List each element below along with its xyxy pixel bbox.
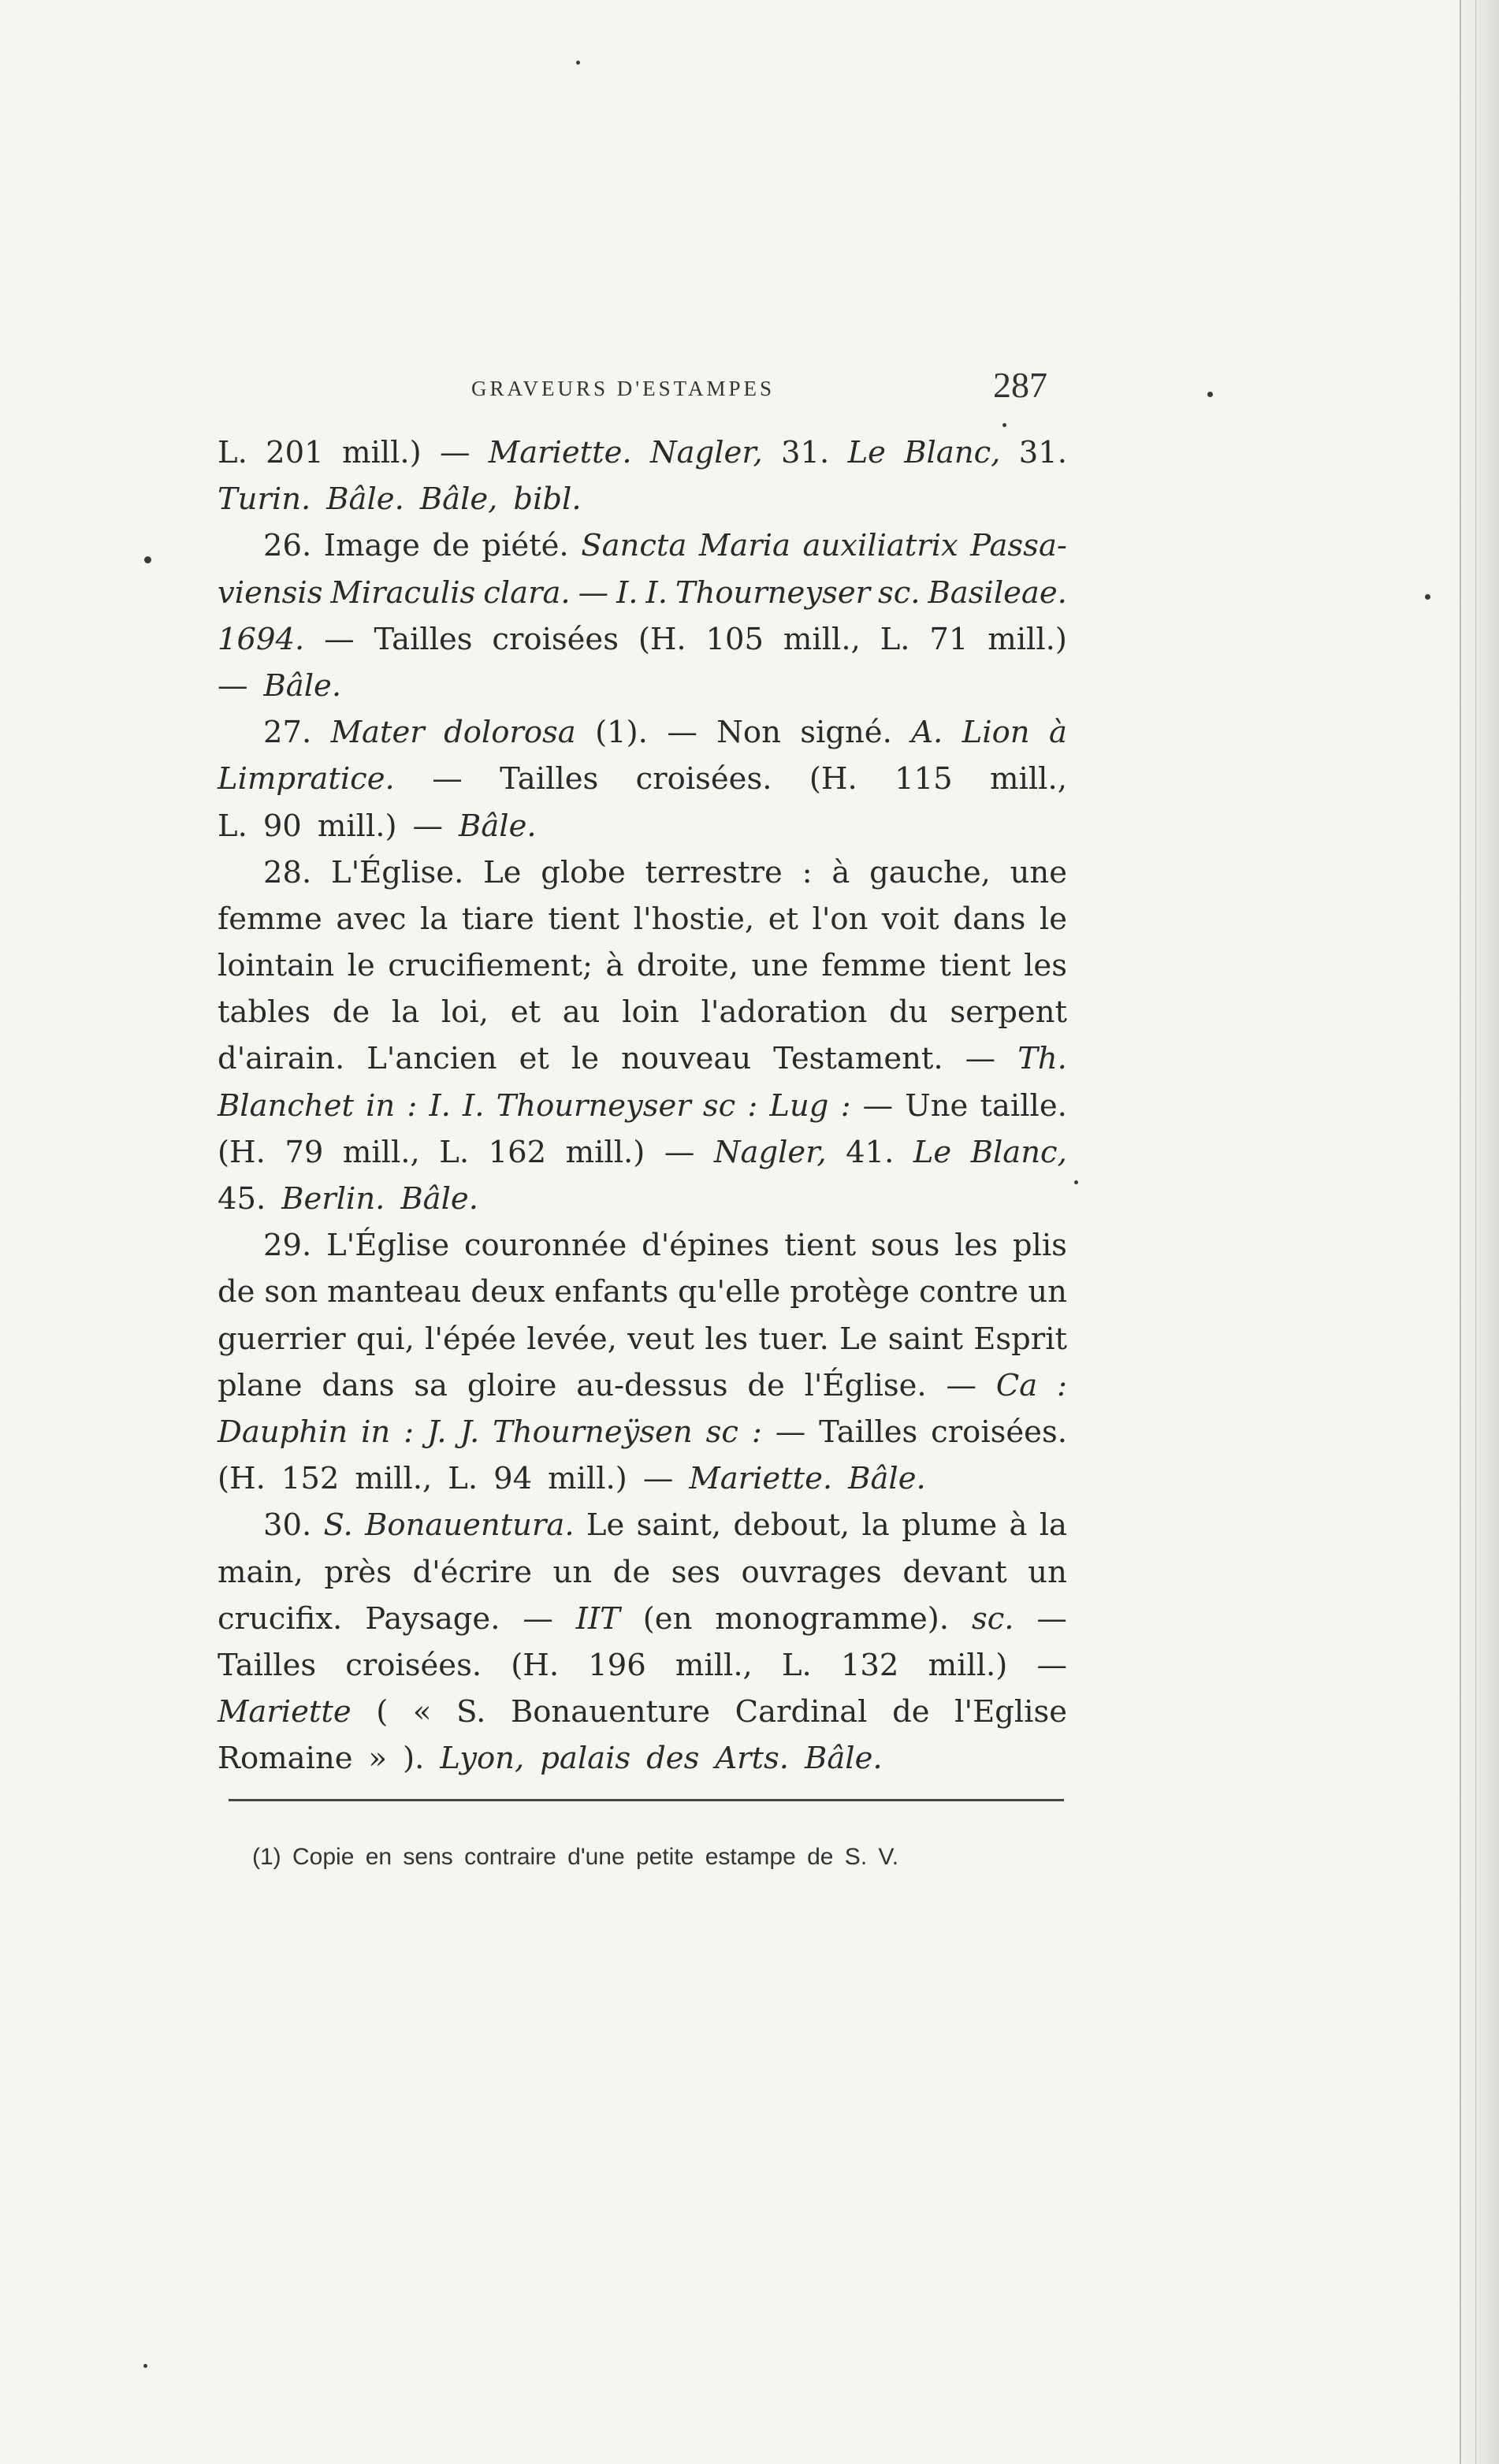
word: Thourneÿsen (493, 1414, 693, 1450)
word: Lion (962, 715, 1030, 751)
word: Blanchet (218, 1087, 354, 1124)
word: 31. (781, 435, 830, 470)
word: tient (548, 901, 620, 937)
word: Turin. (218, 481, 311, 518)
body-text (218, 435, 1067, 1787)
word: L'Église. (331, 854, 464, 890)
word: l'hostie, (633, 901, 755, 937)
word: mill.) (317, 808, 397, 844)
word: 41. (846, 1134, 895, 1170)
word: : (751, 1414, 762, 1450)
text-line (218, 1555, 1067, 1601)
word: deux (471, 1274, 545, 1310)
word: Miraculis (330, 574, 476, 611)
word: de (432, 528, 470, 564)
word: L. (880, 621, 910, 657)
word: Tailles (500, 761, 599, 797)
word: 45. (218, 1181, 266, 1217)
word: l'on (812, 901, 869, 937)
word: — (862, 1087, 894, 1124)
word: mill., (783, 621, 861, 657)
word: l'adoration (701, 994, 868, 1031)
word: — (412, 808, 444, 844)
word: Romaine (218, 1741, 353, 1777)
word: ). (403, 1741, 425, 1777)
word: mill.) (928, 1647, 1008, 1683)
word: croisées. (635, 761, 772, 797)
word: à (1048, 715, 1067, 751)
word: signé. (800, 715, 892, 751)
word: croisées. (931, 1414, 1067, 1450)
word: sous (870, 1228, 940, 1264)
word: mill., (342, 1134, 420, 1170)
word: Limpratice. (218, 761, 395, 797)
word: voit (881, 901, 939, 937)
word: la (420, 901, 448, 937)
word: Bâle. (326, 481, 404, 518)
word: femme (821, 948, 927, 984)
word: : (404, 1414, 415, 1450)
page-number: 287 (993, 365, 1047, 405)
word: Ca (995, 1367, 1038, 1403)
word: d'écrire (412, 1554, 532, 1590)
word: I. (463, 1087, 485, 1124)
word: croisées (492, 621, 619, 657)
ink-speck (143, 2364, 147, 2368)
word: A. (911, 715, 943, 751)
word: Lyon, (440, 1741, 525, 1777)
word: des (646, 1741, 700, 1777)
word: lointain (218, 948, 335, 984)
word: tuer. (758, 1321, 829, 1357)
word: Le (839, 1321, 878, 1357)
word: 152 (281, 1461, 340, 1497)
word: L'Église (326, 1228, 450, 1264)
word: Mariette. (689, 1461, 833, 1497)
word: auxiliatrix (802, 528, 958, 564)
text-line (218, 1741, 1067, 1787)
word: Le (586, 1507, 625, 1544)
word: veut (627, 1321, 694, 1357)
ink-speck (1207, 392, 1213, 397)
word: au (562, 994, 601, 1031)
word: 162 (488, 1134, 547, 1170)
word: — (664, 1134, 695, 1170)
word: droite, (636, 948, 738, 984)
word: in (361, 1414, 391, 1450)
text-line (218, 575, 1067, 622)
word: Dauphin (218, 1414, 348, 1450)
word: mill., (675, 1647, 753, 1683)
word: tient (939, 948, 1011, 984)
footnote: (1) Copie en sens contraire d'une petite estampe de S. V. (252, 1844, 899, 1870)
word: Bâle. (400, 1181, 478, 1217)
word: du (889, 994, 928, 1031)
word: mill.) (341, 435, 422, 470)
word: avec (336, 901, 407, 937)
word: (1). (595, 715, 648, 751)
word: Nagler, (649, 435, 763, 470)
word: debout, (733, 1507, 850, 1544)
word: 26. (263, 528, 312, 564)
word: dolorosa (444, 715, 576, 751)
word: sa (414, 1367, 448, 1403)
word: ouvrages (741, 1554, 882, 1590)
word: Le (913, 1134, 952, 1170)
word: un (552, 1554, 593, 1590)
word: plane (218, 1367, 303, 1403)
word: 132 (840, 1647, 899, 1683)
word: le (347, 948, 375, 984)
text-line (218, 1228, 1067, 1274)
word: 94 (493, 1461, 533, 1497)
word: Le (847, 435, 886, 470)
word: in (366, 1087, 396, 1124)
word: qu'elle (678, 1274, 781, 1310)
word: main, (218, 1554, 303, 1590)
word: Passa- (970, 528, 1067, 564)
word: d'épines (642, 1228, 770, 1264)
word: Mariette (218, 1694, 352, 1730)
text-line (218, 855, 1067, 901)
word: les (705, 1321, 749, 1357)
word: de (747, 1367, 785, 1403)
word: — (946, 1367, 976, 1403)
word: I. (429, 1087, 451, 1124)
word: L. (781, 1647, 812, 1683)
word: 30. (263, 1507, 312, 1544)
word: nouveau (621, 1041, 752, 1077)
word: crucifix. (218, 1600, 343, 1637)
word: gloire (467, 1367, 557, 1403)
word: Mater (330, 715, 425, 751)
footnote-rule (229, 1799, 1064, 1801)
word: L. (218, 808, 247, 844)
word: près (324, 1554, 392, 1590)
word: ( (376, 1694, 389, 1730)
word: Paysage. (365, 1600, 500, 1637)
word: (H. (638, 621, 686, 657)
word: un (1028, 1274, 1067, 1310)
word: — (1036, 1600, 1067, 1637)
word: » (368, 1741, 388, 1777)
word: 28. (263, 854, 312, 890)
word: qui, (355, 1321, 415, 1357)
word: Bâle. (805, 1741, 883, 1777)
word: l'Église. (804, 1367, 927, 1403)
word: à (831, 854, 850, 890)
word: et (510, 994, 541, 1031)
word: J. (459, 1414, 480, 1450)
word: 90 (262, 808, 302, 844)
word: globe (541, 854, 626, 890)
word: : (407, 1087, 418, 1124)
word: Bonauentura. (365, 1507, 575, 1544)
word: L'ancien (366, 1041, 497, 1077)
word: monogramme). (715, 1600, 950, 1637)
word: sc. (971, 1600, 1014, 1637)
word: sc (705, 1414, 738, 1450)
word: mill.) (988, 621, 1067, 657)
ink-speck (1425, 594, 1430, 600)
scan-edge-line (1475, 0, 1476, 2464)
word: une (1010, 854, 1067, 890)
ink-speck (1074, 1180, 1078, 1184)
word: plume (902, 1507, 998, 1544)
word: le (571, 1041, 600, 1077)
word: Thourneyser (496, 1087, 691, 1124)
text-line (218, 1648, 1067, 1694)
word: couronnée (463, 1228, 627, 1264)
word: et (768, 901, 798, 937)
word: la (1039, 1507, 1067, 1544)
word: viensis (218, 574, 323, 611)
word: et (519, 1041, 549, 1077)
word: 201 (266, 435, 324, 470)
word: 27. (263, 715, 312, 751)
text-line (218, 715, 1067, 761)
ink-speck (144, 556, 151, 563)
word: — (578, 574, 609, 611)
word: sc. (877, 574, 921, 611)
word: S. (323, 1507, 353, 1544)
word: Une (905, 1087, 969, 1124)
word: ses (671, 1554, 720, 1590)
word: un (1028, 1554, 1067, 1590)
word: 71 (929, 621, 969, 657)
word: I. (645, 574, 668, 611)
text-line (218, 1135, 1067, 1181)
word: Testament. (773, 1041, 943, 1077)
word: — (218, 667, 248, 704)
word: : (747, 1087, 758, 1124)
word: les (954, 1228, 999, 1264)
word: Sancta (581, 528, 687, 564)
word: tiare (461, 901, 534, 937)
word: — (775, 1414, 806, 1450)
word: Th. (1017, 1041, 1067, 1077)
word: 31. (1018, 435, 1067, 470)
word: 79 (285, 1134, 324, 1170)
word: Esprit (973, 1321, 1067, 1357)
word: son (264, 1274, 318, 1310)
word: Image (323, 528, 420, 564)
word: crucifiement; (388, 948, 593, 984)
word: — (642, 1461, 674, 1497)
word: — (523, 1600, 553, 1637)
text-line (218, 622, 1067, 668)
word: dans (322, 1367, 395, 1403)
word: Bâle, (419, 481, 498, 518)
word: — (432, 761, 463, 797)
word: 1694. (218, 621, 305, 657)
word: : (840, 1087, 851, 1124)
word: — (324, 621, 355, 657)
word: serpent (950, 994, 1067, 1031)
ink-speck (576, 61, 580, 65)
word: — (667, 715, 697, 751)
word: Arts. (715, 1741, 790, 1777)
word: Tailles (819, 1414, 918, 1450)
word: de (218, 1274, 255, 1310)
word: Lug (769, 1087, 829, 1124)
word: levée, (526, 1321, 617, 1357)
word: au-dessus (576, 1367, 728, 1403)
text-line (218, 761, 1067, 808)
word: de (612, 1554, 651, 1590)
word: de (892, 1694, 930, 1730)
word: terrestre (645, 854, 783, 890)
word: plis (1012, 1228, 1067, 1264)
text-line (218, 808, 1067, 855)
word: : (1057, 1367, 1067, 1403)
word: piété. (482, 528, 569, 564)
word: Blanc, (904, 435, 1001, 470)
word: Bâle. (848, 1461, 926, 1497)
text-line (218, 481, 1067, 528)
text-line (218, 1414, 1067, 1461)
word: sc (702, 1087, 736, 1124)
word: (H. (511, 1647, 560, 1683)
word: (H. (218, 1461, 266, 1497)
word: Berlin. (281, 1181, 385, 1217)
word: 105 (705, 621, 764, 657)
word: Nagler, (713, 1134, 827, 1170)
running-head: GRAVEURS D'ESTAMPES (471, 377, 776, 400)
word: : (802, 854, 813, 890)
word: IIT (575, 1600, 620, 1637)
word: « (412, 1694, 432, 1730)
word: bibl. (513, 481, 582, 518)
word: le (1039, 901, 1067, 937)
word: 115 (895, 761, 953, 797)
text-line (218, 1601, 1067, 1648)
word: la (861, 1507, 890, 1544)
word: Maria (698, 528, 790, 564)
text-line (218, 1041, 1067, 1087)
word: croisées. (345, 1647, 482, 1683)
word: à (605, 948, 624, 984)
word: protège (790, 1274, 910, 1310)
word: (H. (809, 761, 857, 797)
word: — (965, 1041, 996, 1077)
word: S. (456, 1694, 486, 1730)
word: L. (439, 1134, 470, 1170)
word: d'airain. (218, 1041, 345, 1077)
word: à (1009, 1507, 1028, 1544)
text-line (218, 435, 1067, 481)
word: l'Eglise (954, 1694, 1067, 1730)
text-line (218, 994, 1067, 1041)
word: Basileae. (928, 574, 1067, 611)
word: palais (540, 1741, 631, 1777)
scan-edge-line (1460, 0, 1461, 2464)
text-line (218, 948, 1067, 994)
word: femme (218, 901, 322, 937)
word: l'épée (425, 1321, 516, 1357)
word: Thourneyser (675, 574, 871, 611)
word: mill., (990, 761, 1067, 797)
word: Bâle. (459, 808, 537, 844)
word: enfants (554, 1274, 669, 1310)
word: dans (953, 901, 1026, 937)
word: Mariette. (488, 435, 632, 470)
word: — (439, 435, 471, 470)
word: devant (902, 1554, 1007, 1590)
ink-speck (1002, 423, 1006, 427)
word: J. (426, 1414, 447, 1450)
text-line (218, 901, 1067, 948)
text-line (218, 1321, 1067, 1368)
word: 29. (263, 1228, 312, 1264)
word: contre (919, 1274, 1019, 1310)
word: L. (218, 435, 247, 470)
word: taille. (980, 1087, 1067, 1124)
text-line (218, 668, 1067, 715)
word: loi, (441, 994, 489, 1031)
word: mill.) (548, 1461, 627, 1497)
word: (en (642, 1600, 693, 1637)
word: Bâle. (263, 667, 342, 704)
word: saint (887, 1321, 964, 1357)
word: gauche, (869, 854, 991, 890)
word: manteau (327, 1274, 462, 1310)
word: une (751, 948, 809, 984)
word: (H. (218, 1134, 266, 1170)
word: guerrier (218, 1321, 346, 1357)
text-line (218, 1507, 1067, 1554)
text-line (218, 1274, 1067, 1321)
word: tient (784, 1228, 857, 1264)
text-line (218, 528, 1067, 574)
word: loin (622, 994, 679, 1031)
text-line (218, 1694, 1067, 1741)
word: la (391, 994, 420, 1031)
word: de (332, 994, 370, 1031)
word: mill.) (565, 1134, 645, 1170)
word: tables (218, 994, 311, 1031)
word: — (1036, 1647, 1067, 1683)
text-line (218, 1368, 1067, 1414)
word: Bonauenture (510, 1694, 711, 1730)
text-line (218, 1181, 1067, 1228)
word: Cardinal (735, 1694, 868, 1730)
word: 196 (588, 1647, 646, 1683)
word: Tailles (218, 1647, 317, 1683)
word: saint, (636, 1507, 722, 1544)
text-line (218, 1088, 1067, 1135)
word: clara. (483, 574, 571, 611)
word: L. (448, 1461, 478, 1497)
scan-edge-shadow (1450, 0, 1499, 2464)
word: I. (616, 574, 638, 611)
text-line (218, 1461, 1067, 1507)
word: les (1024, 948, 1067, 984)
word: mill., (355, 1461, 433, 1497)
word: Tailles (374, 621, 473, 657)
word: Blanc, (970, 1134, 1067, 1170)
word: Le (483, 854, 522, 890)
word: Non (716, 715, 781, 751)
